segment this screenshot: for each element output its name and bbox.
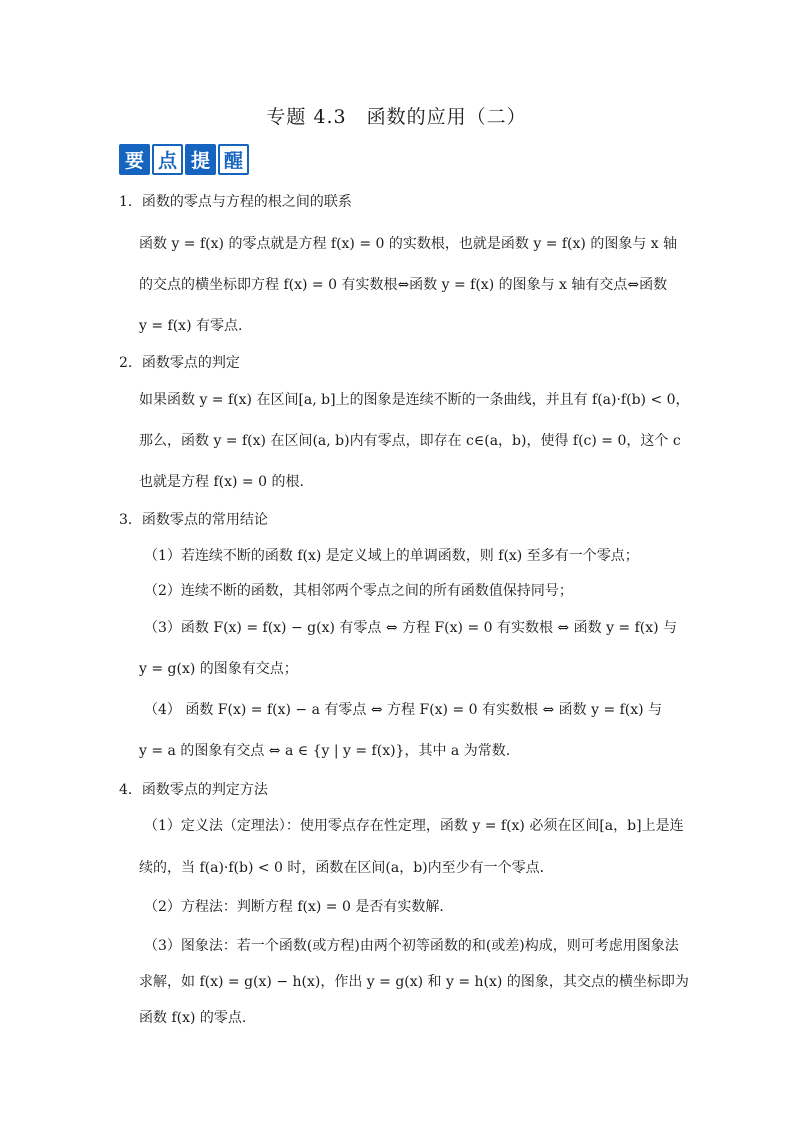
section-1-heading: 1．函数的零点与方程的根之间的联系	[119, 194, 352, 210]
section-1-line-2: 的交点的横坐标即方程 f(x) = 0 有实数根⇔函数 y = f(x) 的图象与 x 轴有交点⇔函数	[139, 277, 668, 293]
section-3-item-4: （4） 函数 F(x) = f(x) − a 有零点 ⇔ 方程 F(x) = 0 有实数根 ⇔ 函数 y = f(x) 与	[144, 702, 663, 718]
section-3-item-2: （2）连续不断的函数，其相邻两个零点之间的所有函数值保持同号；	[144, 583, 573, 599]
section-4-item-1-cont: 续的，当 f(a)·f(b) < 0 时，函数在区间(a，b)内至少有一个零点．	[139, 860, 554, 876]
section-4-item-3-end: 函数 f(x) 的零点.	[139, 1010, 247, 1026]
section-3-item-3: （3）函数 F(x) = f(x) − g(x) 有零点 ⇔ 方程 F(x) = 0 有实数根 ⇔ 函数 y = f(x) 与	[144, 620, 678, 636]
section-2-line-1: 如果函数 y = f(x) 在区间[a, b]上的图象是连续不断的一条曲线，并且有 f(a)·f(b) < 0，	[139, 392, 690, 408]
key-points-badge	[119, 139, 251, 175]
section-3-item-3-cont: y = g(x) 的图象有交点；	[139, 661, 298, 677]
section-2-line-2: 那么，函数 y = f(x) 在区间(a, b)内有零点，即存在 c∈(a，b)，使得 f(c) = 0，这个 c	[139, 433, 681, 449]
badge-char-1: 要	[119, 144, 150, 175]
section-2-heading: 2．函数零点的判定	[119, 355, 240, 371]
section-1-line-1: 函数 y = f(x) 的零点就是方程 f(x) = 0 的实数根，也就是函数 y = f(x) 的图象与 x 轴	[139, 236, 678, 252]
section-4-item-2: （2）方程法：判断方程 f(x) = 0 是否有实数解．	[144, 899, 454, 915]
section-4-item-3-cont: 求解，如 f(x) = g(x) − h(x)，作出 y = g(x) 和 y = h(x) 的图象，其交点的横坐标即为	[139, 974, 689, 990]
badge-char-3: 提	[185, 144, 216, 175]
badge-char-2: 点	[152, 144, 183, 175]
section-4-item-1: （1）定义法（定理法）：使用零点存在性定理，函数 y = f(x) 必须在区间[a，b]上是连	[144, 818, 684, 834]
section-1-line-3: y = f(x) 有零点.	[139, 318, 243, 334]
section-3-item-1: （1）若连续不断的函数 f(x) 是定义域上的单调函数，则 f(x) 至多有一个零点；	[144, 548, 639, 564]
section-3-item-4-cont: y = a 的图象有交点 ⇔ a ∈ {y | y = f(x)}，其中 a 为常数.	[139, 743, 511, 759]
badge-char-4: 醒	[218, 144, 249, 175]
section-4-item-3: （3）图象法：若一个函数(或方程)由两个初等函数的和(或差)构成，则可考虑用图象法	[144, 938, 679, 954]
section-4-heading: 4．函数零点的判定方法	[119, 782, 268, 798]
page-title: 专题 4.3 函数的应用（二）	[266, 106, 527, 128]
section-3-heading: 3．函数零点的常用结论	[119, 512, 268, 528]
section-2-line-3: 也就是方程 f(x) = 0 的根.	[139, 474, 304, 490]
